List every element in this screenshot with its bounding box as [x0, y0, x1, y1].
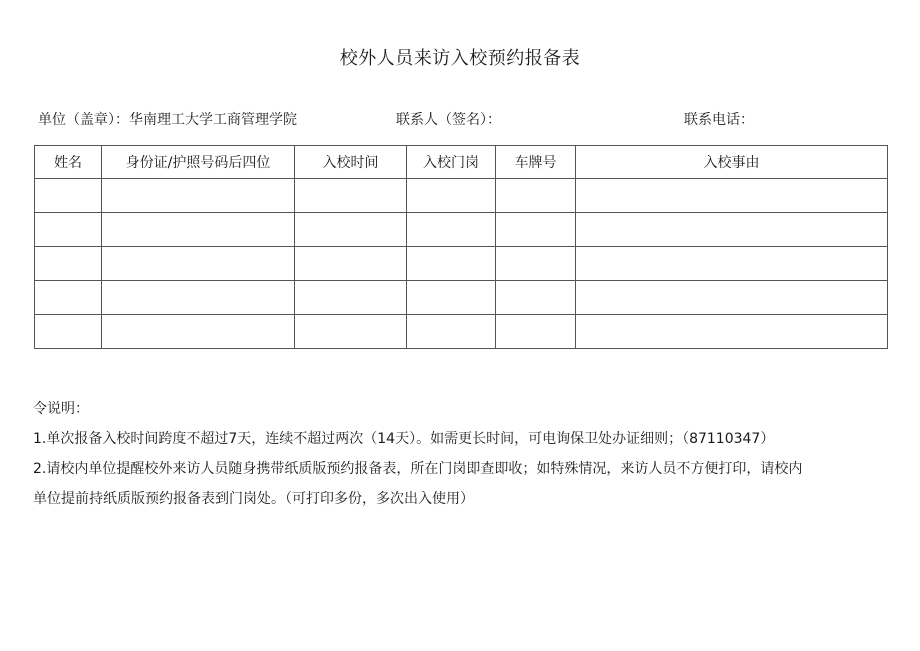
- table-cell: [576, 315, 888, 349]
- table-row: [35, 315, 888, 349]
- table-cell: [496, 213, 576, 247]
- table-cell: [496, 247, 576, 281]
- header-plate-number: 车牌号: [496, 146, 576, 179]
- table-cell: [295, 315, 407, 349]
- header-entry-gate: 入校门岗: [407, 146, 496, 179]
- table-cell: [295, 179, 407, 213]
- table-header-row: [35, 146, 888, 179]
- table-cell: [407, 213, 496, 247]
- table-cell: [407, 315, 496, 349]
- table-cell: [102, 179, 295, 213]
- table-cell: [102, 213, 295, 247]
- form-info-row: [38, 109, 868, 129]
- table-cell: [102, 315, 295, 349]
- table-cell: [407, 179, 496, 213]
- table-cell: [496, 281, 576, 315]
- table-cell: [295, 247, 407, 281]
- unit-label: 单位（盖章）：华南理工大学工商管理学院: [38, 112, 297, 128]
- table-cell: [295, 281, 407, 315]
- table-cell: [35, 247, 102, 281]
- notes-heading: 令说明：: [33, 401, 89, 417]
- table-cell: [576, 213, 888, 247]
- table-cell: [35, 213, 102, 247]
- table-cell: [35, 281, 102, 315]
- phone-label: 联系电话：: [684, 112, 754, 128]
- form-title: 校外人员来访入校预约报备表: [339, 48, 581, 69]
- contact-label: 联系人（签名）：: [396, 112, 501, 128]
- table-cell: [407, 247, 496, 281]
- table-cell: [35, 315, 102, 349]
- registration-table: [34, 145, 888, 349]
- table-cell: [576, 247, 888, 281]
- note-item-2-line-1: 2.请校内单位提醒校外来访人员随身携带纸质版预约报备表，所在门岗即查即收；如特殊情况，来访人员不方便打印，请校内: [33, 461, 803, 477]
- table-row: [35, 213, 888, 247]
- header-entry-time: 入校时间: [295, 146, 407, 179]
- table-row: [35, 179, 888, 213]
- table-cell: [295, 213, 407, 247]
- table-cell: [102, 281, 295, 315]
- table-cell: [576, 179, 888, 213]
- header-entry-reason: 入校事由: [576, 146, 888, 179]
- table-row: [35, 247, 888, 281]
- header-name: 姓名: [35, 146, 102, 179]
- header-id-last-four: 身份证/护照号码后四位: [102, 146, 295, 179]
- table-cell: [576, 281, 888, 315]
- table-row: [35, 281, 888, 315]
- note-item-1: 1.单次报备入校时间跨度不超过7天，连续不超过两次（14天）。如需更长时间，可电询保卫处办证细则；（87110347）: [33, 431, 775, 447]
- notes-section: [33, 398, 883, 514]
- note-item-2-line-2: 单位提前持纸质版预约报备表到门岗处。（可打印多份，多次出入使用）: [33, 491, 474, 507]
- table-cell: [35, 179, 102, 213]
- table-cell: [102, 247, 295, 281]
- table-cell: [496, 179, 576, 213]
- table-cell: [496, 315, 576, 349]
- table-cell: [407, 281, 496, 315]
